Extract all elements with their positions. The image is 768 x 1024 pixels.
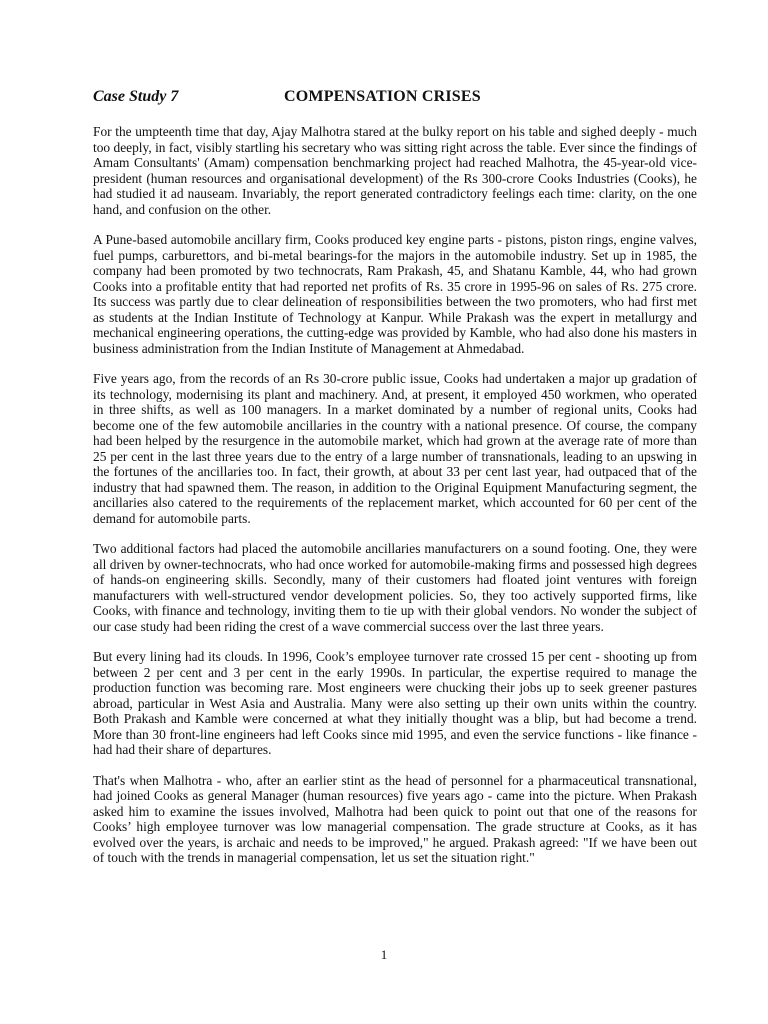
paragraph-3: Five years ago, from the records of an Rs 30-crore public issue, Cooks had undertaken a major up gradation of its technology, modernising its plant and machinery. And, at present, it employed 450 workmen, who operated in three shifts, as well as 100 managers. In a market dominated by a number of regional units, Cooks had become one of the few automobile ancillaries in the country with a national presence. Of course, the company had been helped by the resurgence in the automobile market, which had grown at the average rate of more than 25 per cent in the last three years due to the entry of a large number of transnationals, leading to an upswing in the fortunes of the ancillaries too. In fact, their growth, at about 33 per cent last year, had outpaced that of the industry that had spawned them. The reason, in addition to the Original Equipment Manufacturing segment, the ancillaries also catered to the requirements of the replacement market, which accounted for 60 per cent of the demand for automobile parts.	[93, 371, 697, 526]
case-study-body	[93, 124, 697, 881]
case-study-heading	[93, 88, 693, 110]
page-number: 1	[380, 947, 388, 962]
paragraph-2: A Pune-based automobile ancillary firm, Cooks produced key engine parts - pistons, piston rings, engine valves, fuel pumps, carburettors, and bi-metal bearings-for the majors in the automobile industry. Set up in 1985, the company had been promoted by two technocrats, Ram Prakash, 45, and Shatanu Kamble, 44, who had grown Cooks into a profitable entity that had reported net profits of Rs. 35 crore in 1995-96 on sales of Rs. 275 crore. Its success was partly due to clear delineation of responsibilities between the two promoters, who had first met as students at the Indian Institute of Technology at Kanpur. While Prakash was the expert in metallurgy and mechanical engineering operations, the cutting-edge was provided by Kamble, who had also done his masters in business administration from the Indian Institute of Management at Ahmedabad.	[93, 232, 697, 356]
paragraph-4: Two additional factors had placed the automobile ancillaries manufacturers on a sound footing. One, they were all driven by owner-technocrats, who had once worked for automobile-making firms and possessed high degrees of hands-on engineering skills. Secondly, many of their customers had floated joint ventures with foreign manufacturers with well-structured vendor development policies. So, they too actively supported firms, like Cooks, with finance and technology, inviting them to tie up with their global vendors. No wonder the subject of our case study had been riding the crest of a wave commercial success over the last three years.	[93, 541, 697, 634]
case-study-label: Case Study 7	[93, 88, 179, 105]
paragraph-1: For the umpteenth time that day, Ajay Malhotra stared at the bulky report on his table and sighed deeply - much too deeply, in fact, visibly startling his secretary who was sitting right across the table. Ever since the findings of Amam Consultants' (Amam) compensation benchmarking project had reached Malhotra, the 45-year-old vice-president (human resources and organisational development) of the Rs 300-crore Cooks Industries (Cooks), he had studied it ad nauseam. Invariably, the report generated contradictory feelings each time: clarity, on the one hand, and confusion on the other.	[93, 124, 697, 217]
paragraph-6: That's when Malhotra - who, after an earlier stint as the head of personnel for a pharmaceutical transnational, had joined Cooks as general Manager (human resources) five years ago - came into the picture. When Prakash asked him to examine the issues involved, Malhotra had been quick to point out that one of the reasons for Cooks’ high employee turnover was low managerial compensation. The grade structure at Cooks, as it has evolved over the years, is archaic and needs to be improved," he argued. Prakash agreed: "If we have been out of touch with the trends in managerial compensation, let us set the situation right."	[93, 772, 697, 865]
paragraph-5: But every lining had its clouds. In 1996, Cook’s employee turnover rate crossed 15 per cent - shooting up from between 2 per cent and 3 per cent in the early 1990s. In particular, the expertise required to manage the production function was becoming rare. Most engineers were chucking their jobs up to seek greener pastures abroad, particular in West Asia and Australia. Many were also setting up their own units within the country. Both Prakash and Kamble were concerned at what they initially thought was a blip, but had become a trend. More than 30 front-line engineers had left Cooks since mid 1995, and even the service functions - like finance - had had their share of departures.	[93, 649, 697, 757]
case-study-title: COMPENSATION CRISES	[284, 88, 481, 105]
